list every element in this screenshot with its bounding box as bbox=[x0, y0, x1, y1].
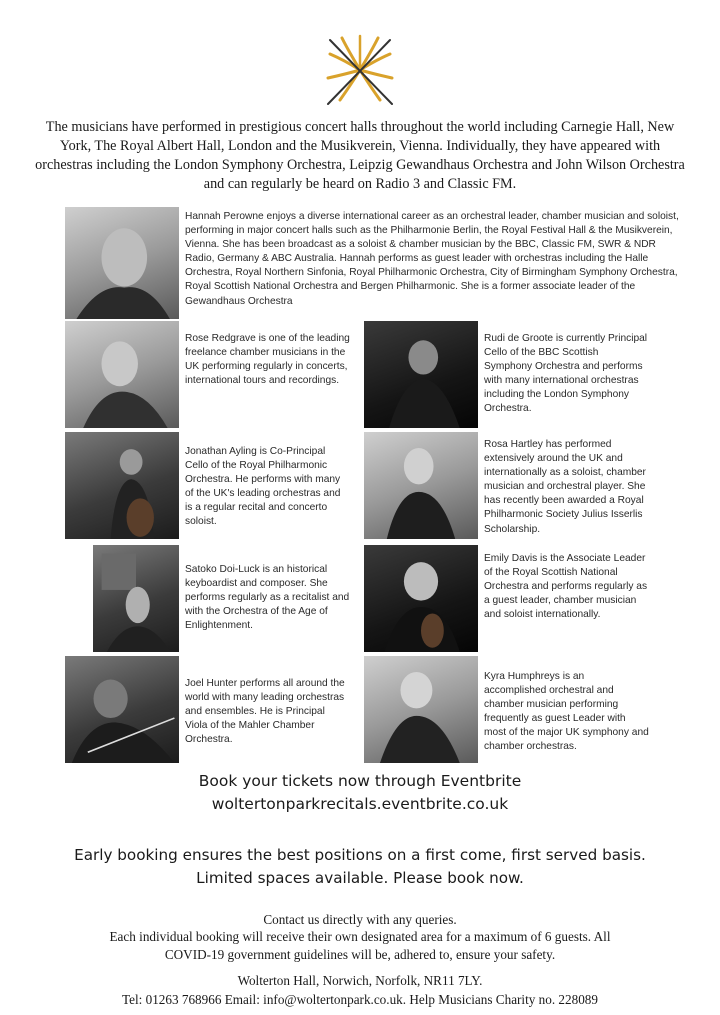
contact-details-line: Tel: 01263 768966 Email: info@woltertonpark.co.uk. Help Musicians Charity no. 228089 bbox=[121, 992, 598, 1007]
early-booking-line: Early booking ensures the best positions on a first come, first served basis. bbox=[74, 846, 646, 864]
rosa-hartley-bio: Rosa Hartley has performed extensively around the UK and internationally as a soloist, chamber musician and orchestral player. She has recently been awarded a Royal Philharmonic Society Julius Isserlis Scholarship. bbox=[484, 439, 646, 535]
hannah-perowne-photo bbox=[65, 207, 179, 319]
rose-redgrave-photo bbox=[65, 321, 179, 428]
rudi-de-groote-photo bbox=[364, 321, 478, 428]
limited-spaces-line: Limited spaces available. Please book now. bbox=[196, 869, 524, 887]
eventbrite-link[interactable]: woltertonparkrecitals.eventbrite.co.uk bbox=[211, 795, 509, 813]
jonathan-ayling-photo bbox=[65, 432, 179, 539]
jonathan-ayling-bio: Jonathan Ayling is Co-Principal Cello of the Royal Philharmonic Orchestra. He performs with many of the UK's leading orchestras and is a regular recital and concerto soloist. bbox=[185, 446, 341, 528]
hannah-perowne-bio: Hannah Perowne enjoys a diverse international career as an orchestral leader, chamber musician and soloist, performing in major concert halls such as the Philharmonie Berlin, the Royal Festival Hall & the Musikverein, Vienna. She has been broadcast as a soloist & chamber musician by the BBC, Classic FM, SWR & NDR Radio, Germany & ABC Australia. Hannah performs as guest leader with orchestras including the Halle Orchestra, Royal Northern Sinfonia, Royal Philharmonic Orchestra, City of Birmingham Symphony Orchestra, Royal Scottish National Orchestra and Bergen Philharmonic. She is a former associate leader of the Gewandhaus Orchestra bbox=[185, 211, 679, 307]
rudi-de-groote-bio: Rudi de Groote is currently Principal Cello of the BBC Scottish Symphony Orchestra and performs with many international orchestras including the London Symphony Orchestra. bbox=[484, 333, 648, 415]
kyra-humphreys-photo bbox=[364, 656, 478, 763]
emily-davis-bio: Emily Davis is the Associate Leader of the Royal Scottish National Orchestra and performs regularly as a guest leader, chamber musician and soloist internationally. bbox=[484, 553, 648, 621]
book-tickets-line: Book your tickets now through Eventbrite bbox=[198, 772, 522, 790]
rosa-hartley-photo bbox=[364, 432, 478, 539]
rose-redgrave-bio: Rose Redgrave is one of the leading freelance chamber musicians in the UK performing regularly in concerts, international tours and recordings. bbox=[185, 333, 350, 387]
contact-queries-line: Contact us directly with any queries. bbox=[263, 912, 457, 927]
intro-paragraph: The musicians have performed in prestigious concert halls throughout the world including Carnegie Hall, New York, The Royal Albert Hall, London and the Musikverein, Vienna. Individually, they have appeared with orchestras including the London Symphony Orchestra, Leipzig Gewandhaus Orchestra and John Wilson Orchestra and can regularly be heard on Radio 3 and Classic FM. bbox=[35, 119, 685, 192]
satoko-doi-luck-bio: Satoko Doi-Luck is an historical keyboardist and composer. She performs regularly as a recitalist and with the Orchestra of the Age of Enlightenment. bbox=[185, 564, 350, 632]
bows-sunburst-logo bbox=[318, 30, 402, 114]
joel-hunter-photo bbox=[65, 656, 179, 763]
joel-hunter-bio: Joel Hunter performs all around the world with many leading orchestras and ensembles. He is Principal Viola of the Mahler Chamber Orchestra. bbox=[185, 678, 345, 746]
booking-info-line: Each individual booking will receive their own designated area for a maximum of 6 guests. All bbox=[109, 929, 611, 944]
covid-guidelines-line: COVID-19 government guidelines will be, adhered to, ensure your safety. bbox=[164, 947, 556, 962]
address-line: Wolterton Hall, Norwich, Norfolk, NR11 7LY. bbox=[237, 973, 483, 988]
kyra-humphreys-bio: Kyra Humphreys is an accomplished orchestral and chamber musician performing frequently as guest Leader with most of the major UK symphony and chamber orchestras. bbox=[484, 671, 649, 753]
satoko-doi-luck-photo bbox=[93, 545, 179, 652]
emily-davis-photo bbox=[364, 545, 478, 652]
